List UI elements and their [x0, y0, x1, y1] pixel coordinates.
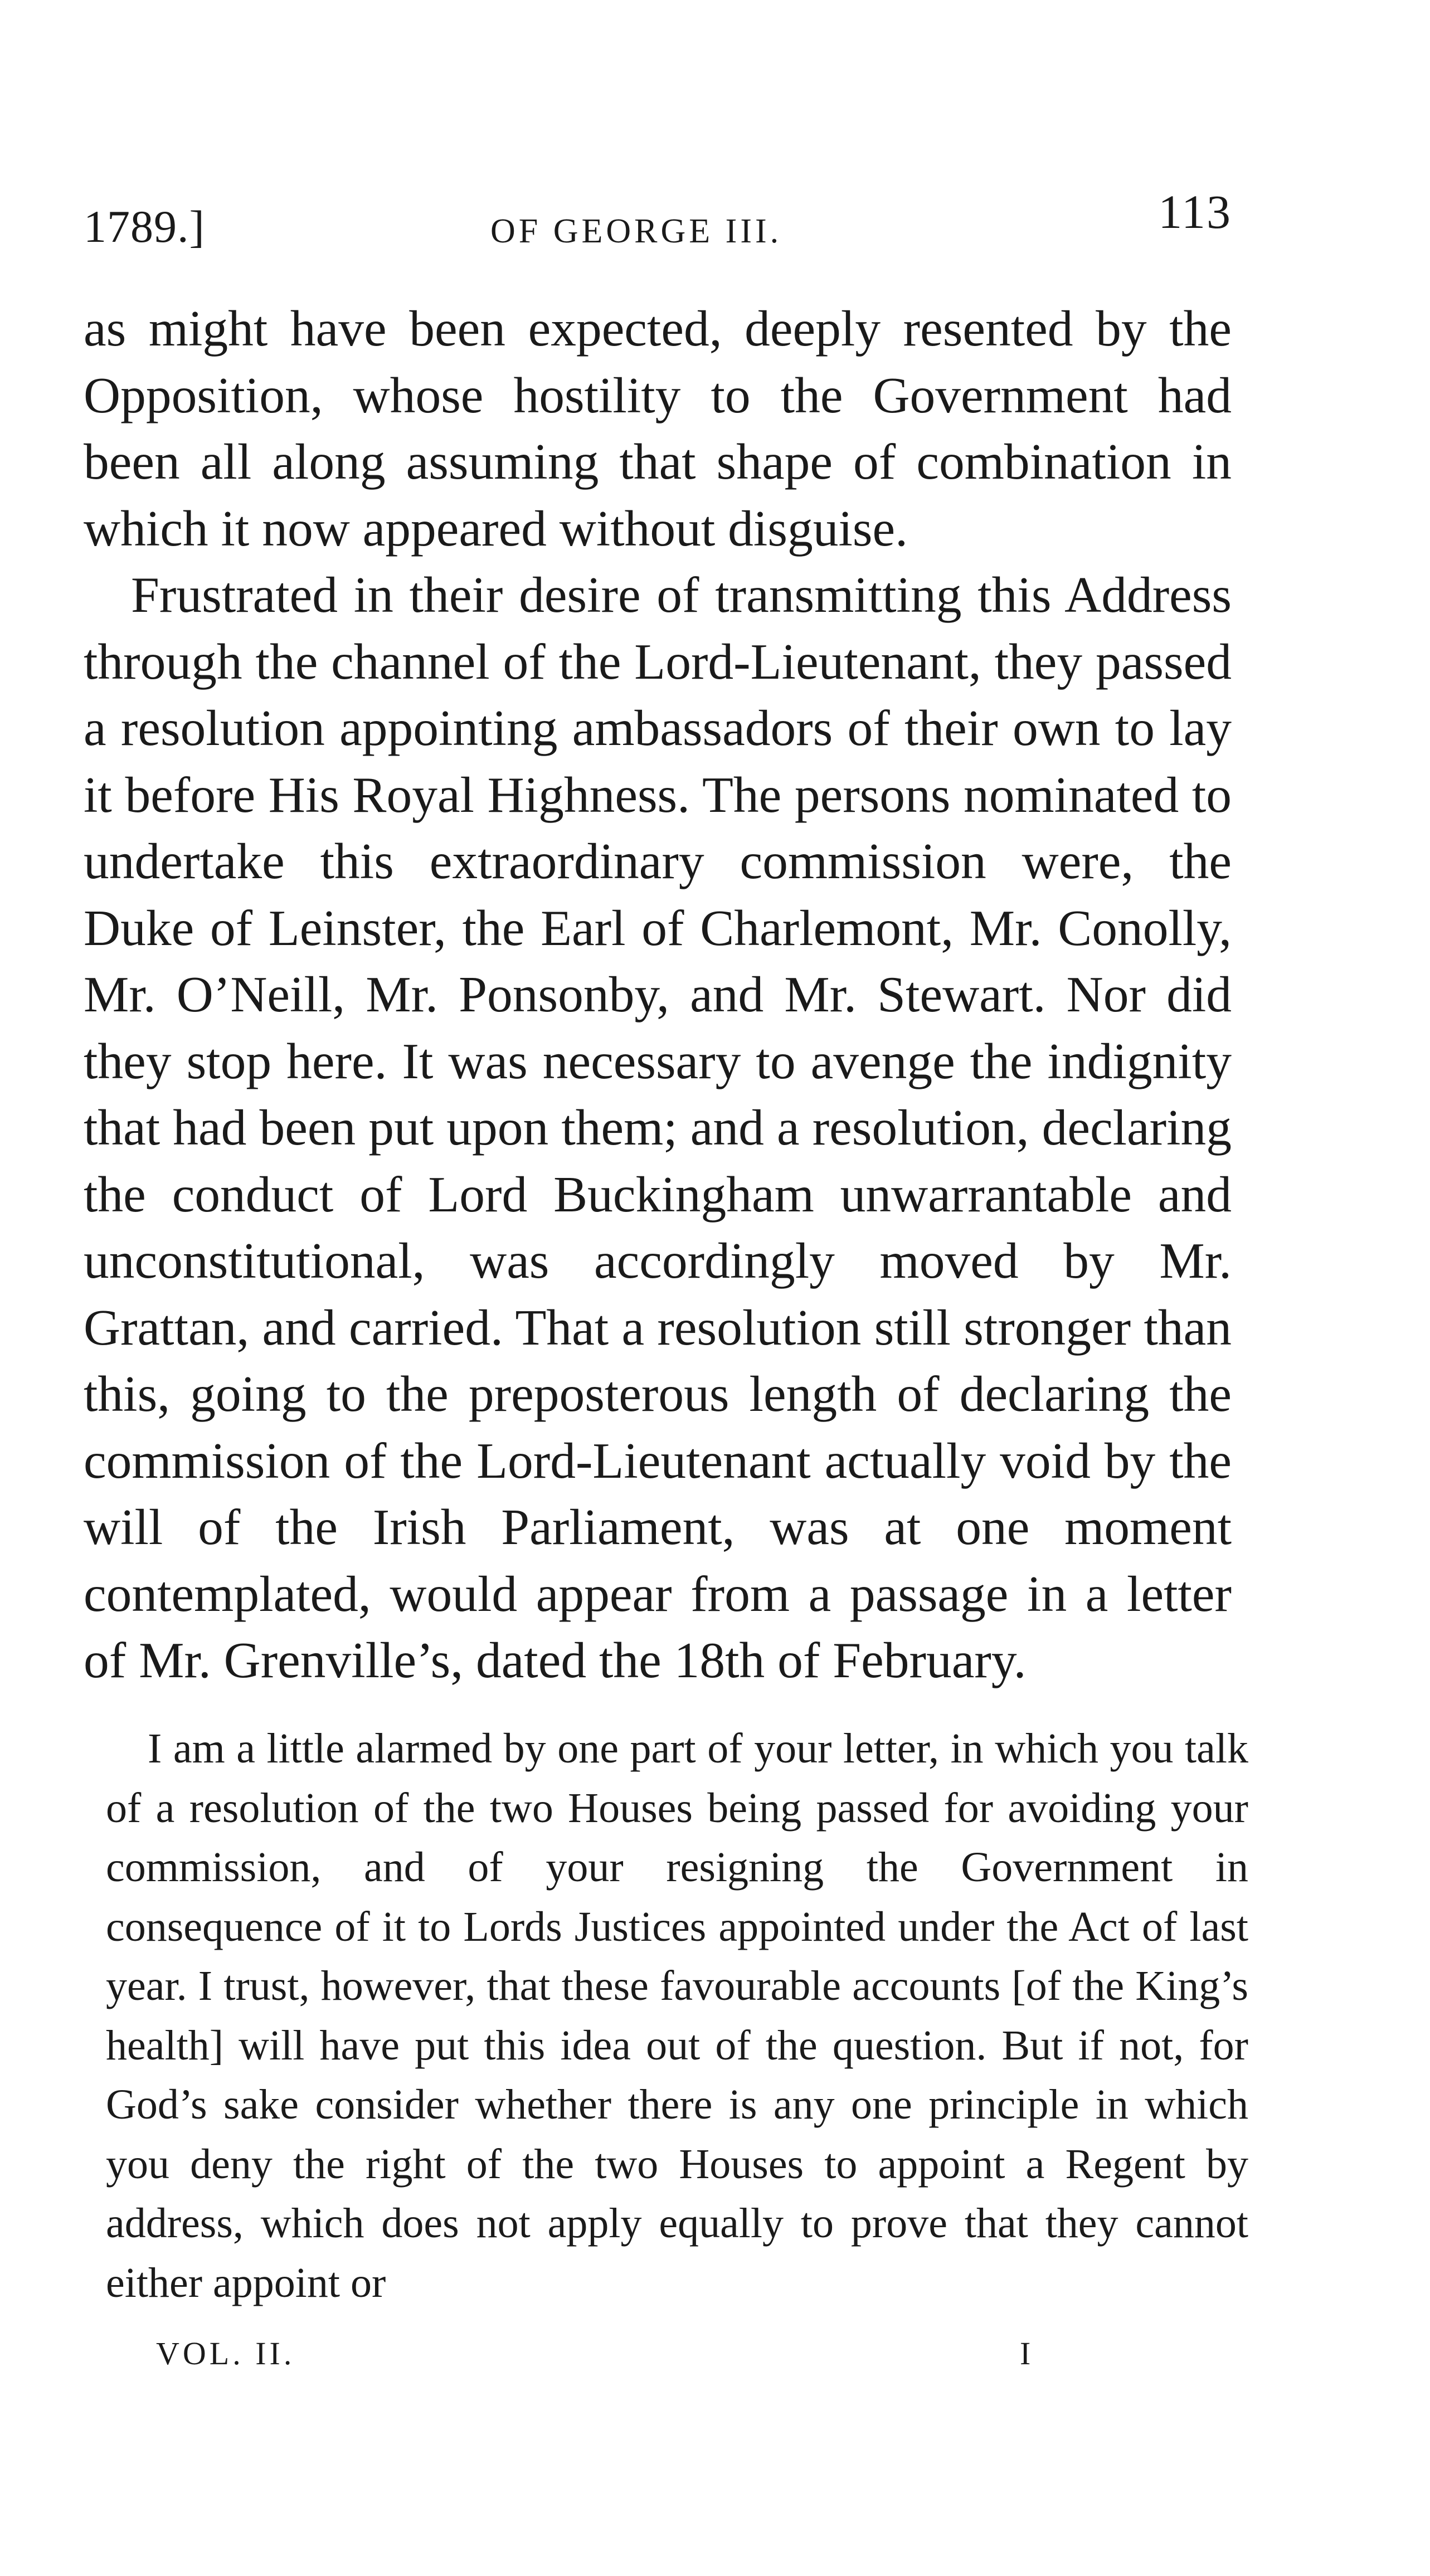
paragraph: Frustrated in their desire of transmitting this Address through the channel of the Lord-Lieutenant, they passed a resolution appointing ambassadors of their own to lay it before His Royal Highness. The persons nominated to undertake this extraordinary commission were, the Duke of Leinster, the Earl of Charlemont, Mr. Conolly, Mr. O’Neill, Mr. Ponsonby, and Mr. Stewart. Nor did they stop here. It was necessary to avenge the indignity that had been put upon them; and a resolution, declaring the conduct of Lord Buckingham unwarrantable and unconstitutional, was accordingly moved by Mr. Grattan, and carried. That a resolution still stronger than this, going to the preposterous length of declaring the commission of the Lord-Lieutenant actually void by the will of the Irish Parliament, was at one moment contemplated, would appear from a passage in a letter of Mr. Grenville’s, dated the 18th of February. — [84, 566, 1232, 1688]
page-footer — [156, 2335, 1048, 2385]
running-head — [84, 184, 1232, 251]
body-text — [84, 295, 1232, 1694]
header-year: 1789.] — [84, 201, 205, 252]
page-number: 113 — [1158, 185, 1232, 238]
quotation-text: I am a little alarmed by one part of your letter, in which you talk of a resolution of the two Houses being passed for avoiding your commission, and of your resigning the Government in consequence of it to Lords Justices appointed under the Act of last year. I trust, however, that these favourable accounts [of the King’s health] will have put this idea out of the question. But if not, for God’s sake consider whether there is any one principle in which you deny the right of the two Houses to appoint a Regent by address, which does not apply equally to prove that they cannot either appoint or — [106, 1725, 1248, 2306]
letter-quotation — [106, 1719, 1248, 2312]
volume-label: VOL. II. — [156, 2335, 295, 2372]
signature-mark: I — [1020, 2335, 1031, 2372]
paragraph-continued: as might have been expected, deeply resented by the Opposition, whose hostility to the Government had been all along assuming that shape of combination in which it now appeared without disguise. — [84, 300, 1232, 557]
header-title: OF GEORGE III. — [490, 212, 782, 250]
